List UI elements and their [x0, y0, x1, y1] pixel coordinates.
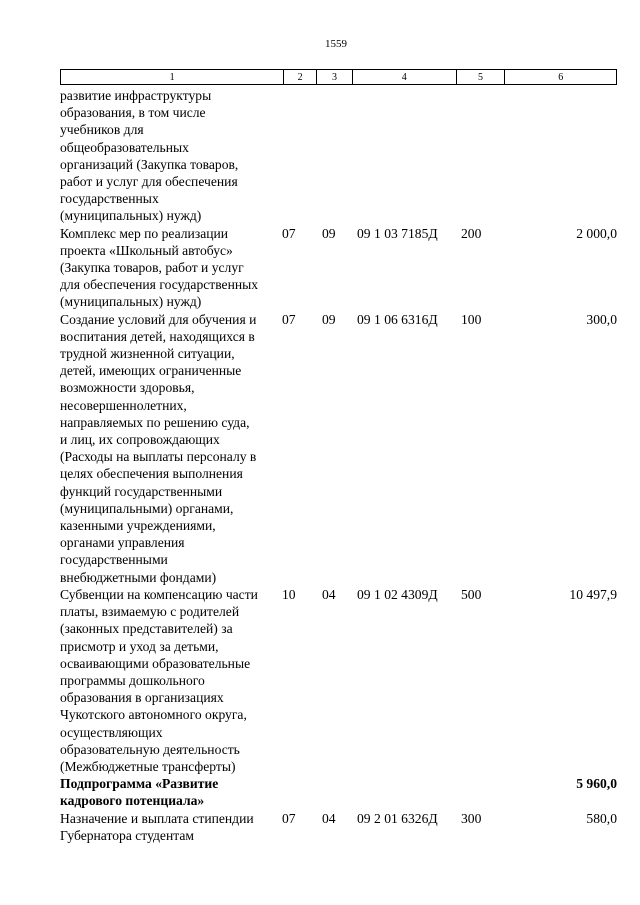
row-section: 10 [282, 586, 296, 602]
row-section: 07 [282, 311, 296, 327]
table-body [60, 87, 617, 844]
row-amount: 5 960,0 [576, 776, 617, 792]
header-col-5: 5 [457, 70, 506, 84]
table-row [60, 586, 617, 775]
row-expense-type: 500 [461, 586, 482, 602]
table-row [60, 87, 617, 225]
table-header [60, 69, 617, 85]
row-target-article: 09 2 01 6326Д [357, 810, 438, 826]
row-name: Субвенции на компенсацию части платы, взимаемую с родителей (законных представителей) за присмотр и уход за детьми, осваивающими образовательные программы дошкольного образования в организациях Чукотского автономного округа, осуществляющих образовательную деятельность (Межбюджетные трансферты) [60, 586, 258, 774]
row-amount: 300,0 [586, 311, 617, 327]
row-target-article: 09 1 06 6316Д [357, 311, 438, 327]
row-name: Назначение и выплата стипендии Губернатора студентам [60, 810, 254, 843]
header-col-4: 4 [353, 70, 457, 84]
row-subsection: 09 [322, 225, 336, 241]
header-col-1: 1 [61, 70, 284, 84]
row-name: развитие инфраструктуры образования, в том числе учебников для общеобразовательных организаций (Закупка товаров, работ и услуг для обеспечения государственных (муниципальных) нужд) [60, 88, 239, 224]
row-section: 07 [282, 225, 296, 241]
row-subsection: 04 [322, 586, 336, 602]
header-col-2: 2 [284, 70, 317, 84]
row-section: 07 [282, 810, 296, 826]
page-number: 1559 [325, 38, 347, 50]
row-amount: 2 000,0 [576, 225, 617, 241]
header-col-3: 3 [317, 70, 353, 84]
table-row [60, 810, 617, 844]
row-expense-type: 200 [461, 225, 482, 241]
row-amount: 580,0 [586, 810, 617, 826]
row-subsection: 04 [322, 810, 336, 826]
table-row [60, 225, 617, 311]
row-expense-type: 300 [461, 810, 482, 826]
row-amount: 10 497,9 [569, 586, 617, 602]
row-name: Создание условий для обучения и воспитания детей, находящихся в трудной жизненной ситуации, детей, имеющих ограниченные возможности здоровья, несовершеннолетних, направляемых по решению суда, и лиц, их сопровождающих (Расходы на выплаты персоналу в целях обеспечения выполнения функций государственными (муниципальными) органами, казенными учреждениями, органами управления государственными внебюджетными фондами) [60, 311, 257, 585]
row-expense-type: 100 [461, 311, 482, 327]
table-row [60, 311, 617, 586]
row-target-article: 09 1 03 7185Д [357, 225, 438, 241]
subprogram-row [60, 775, 617, 809]
row-subsection: 09 [322, 311, 336, 327]
header-col-6: 6 [558, 71, 564, 83]
row-name: Комплекс мер по реализации проекта «Школьный автобус» (Закупка товаров, работ и услуг для обеспечения государственных (муниципальных) нужд) [60, 225, 259, 310]
row-name: Подпрограмма «Развитие кадрового потенциала» [60, 776, 219, 809]
row-target-article: 09 1 02 4309Д [357, 586, 438, 602]
